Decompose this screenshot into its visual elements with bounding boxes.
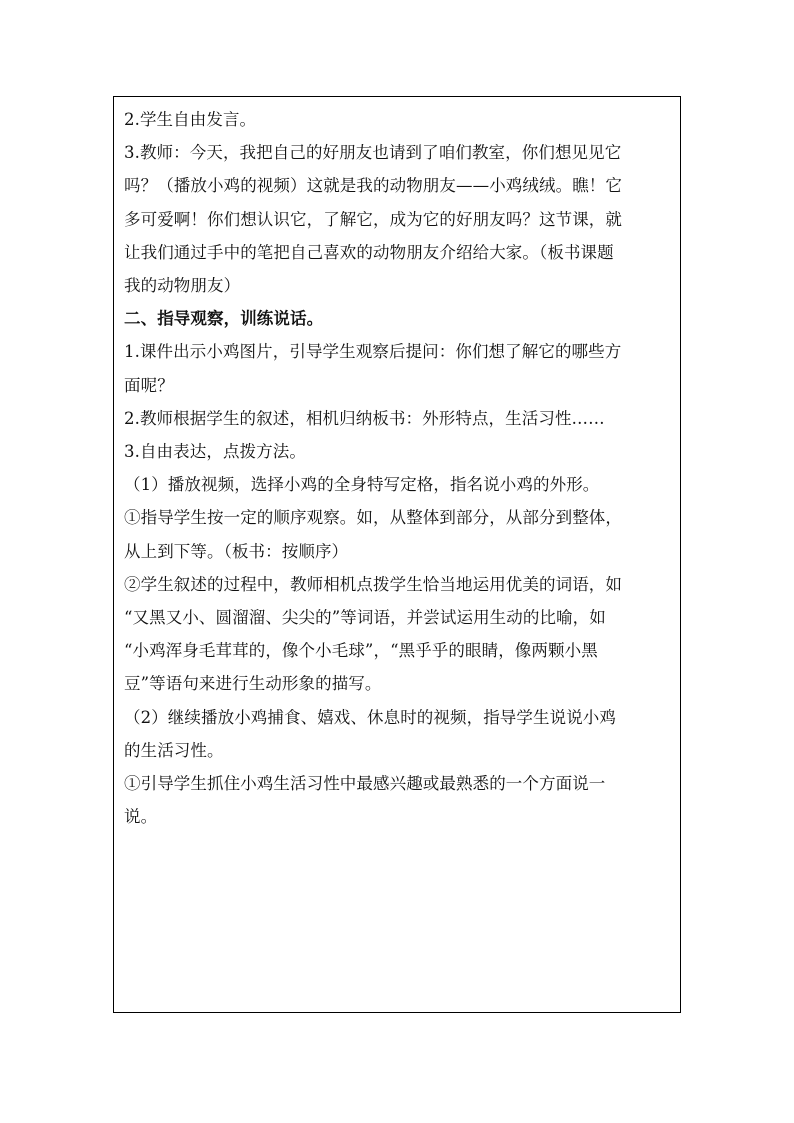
text-line: 3.自由表达，点拨方法。 xyxy=(124,442,306,462)
section-heading xyxy=(124,302,674,335)
paragraph-11 xyxy=(124,767,674,833)
text-line: 2.教师根据学生的叙述，相机归纳板书：外形特点，生活习性…… xyxy=(124,408,605,428)
text-line: 从上到下等。（板书：按顺序） xyxy=(124,541,349,561)
text-line: （2）继续播放小鸡捕食、嬉戏、休息时的视频，指导学生说说小鸡 xyxy=(124,707,616,727)
text-line: “小鸡浑身毛茸茸的，像个小毛球”，“黑乎乎的眼睛，像两颗小黑 xyxy=(124,641,598,661)
text-line: 豆”等语句来进行生动形象的描写。 xyxy=(124,674,382,694)
paragraph-9 xyxy=(124,568,674,701)
text-line: ②学生叙述的过程中，教师相机点拨学生恰当地运用优美的词语，如 xyxy=(124,574,622,594)
text-line: 说。 xyxy=(124,807,158,827)
text-line: ①指导学生按一定的顺序观察。如，从整体到部分，从部分到整体， xyxy=(124,508,622,528)
text-line: 让我们通过手中的笔把自己喜欢的动物朋友介绍给大家。（板书课题 xyxy=(124,242,614,262)
text-line: 多可爱啊！你们想认识它，了解它，成为它的好朋友吗？这节课，就 xyxy=(124,209,622,229)
paragraph-7 xyxy=(124,468,674,501)
text-line: 我的动物朋友） xyxy=(124,276,241,296)
text-line: （1）播放视频，选择小鸡的全身特写定格，指名说小鸡的外形。 xyxy=(124,475,600,495)
text-line: 1.课件出示小鸡图片，引导学生观察后提问：你们想了解它的哪些方 xyxy=(124,342,622,362)
text-line: 吗？（播放小鸡的视频）这就是我的动物朋友——小鸡绒绒。瞧！它 xyxy=(124,176,622,196)
text-line: 2.学生自由发言。 xyxy=(124,110,257,129)
text-line: 的生活习性。 xyxy=(124,740,224,760)
paragraph-2 xyxy=(124,136,674,302)
text-line: ①引导学生抓住小鸡生活习性中最感兴趣或最熟悉的一个方面说一 xyxy=(124,774,606,794)
text-line: 二、指导观察，训练说话。 xyxy=(124,309,324,329)
document-table-cell xyxy=(113,96,681,1013)
text-line: “又黑又小、圆溜溜、尖尖的”等词语，并尝试运用生动的比喻，如 xyxy=(124,608,606,628)
text-line: 3.教师：今天，我把自己的好朋友也请到了咱们教室，你们想见见它 xyxy=(124,143,622,163)
paragraph-6 xyxy=(124,435,674,468)
paragraph-8 xyxy=(124,501,674,567)
paragraph-5 xyxy=(124,402,674,435)
paragraph-10 xyxy=(124,701,674,767)
paragraph-4 xyxy=(124,335,674,401)
text-line: 面呢？ xyxy=(124,375,174,395)
paragraph-1 xyxy=(124,103,674,136)
